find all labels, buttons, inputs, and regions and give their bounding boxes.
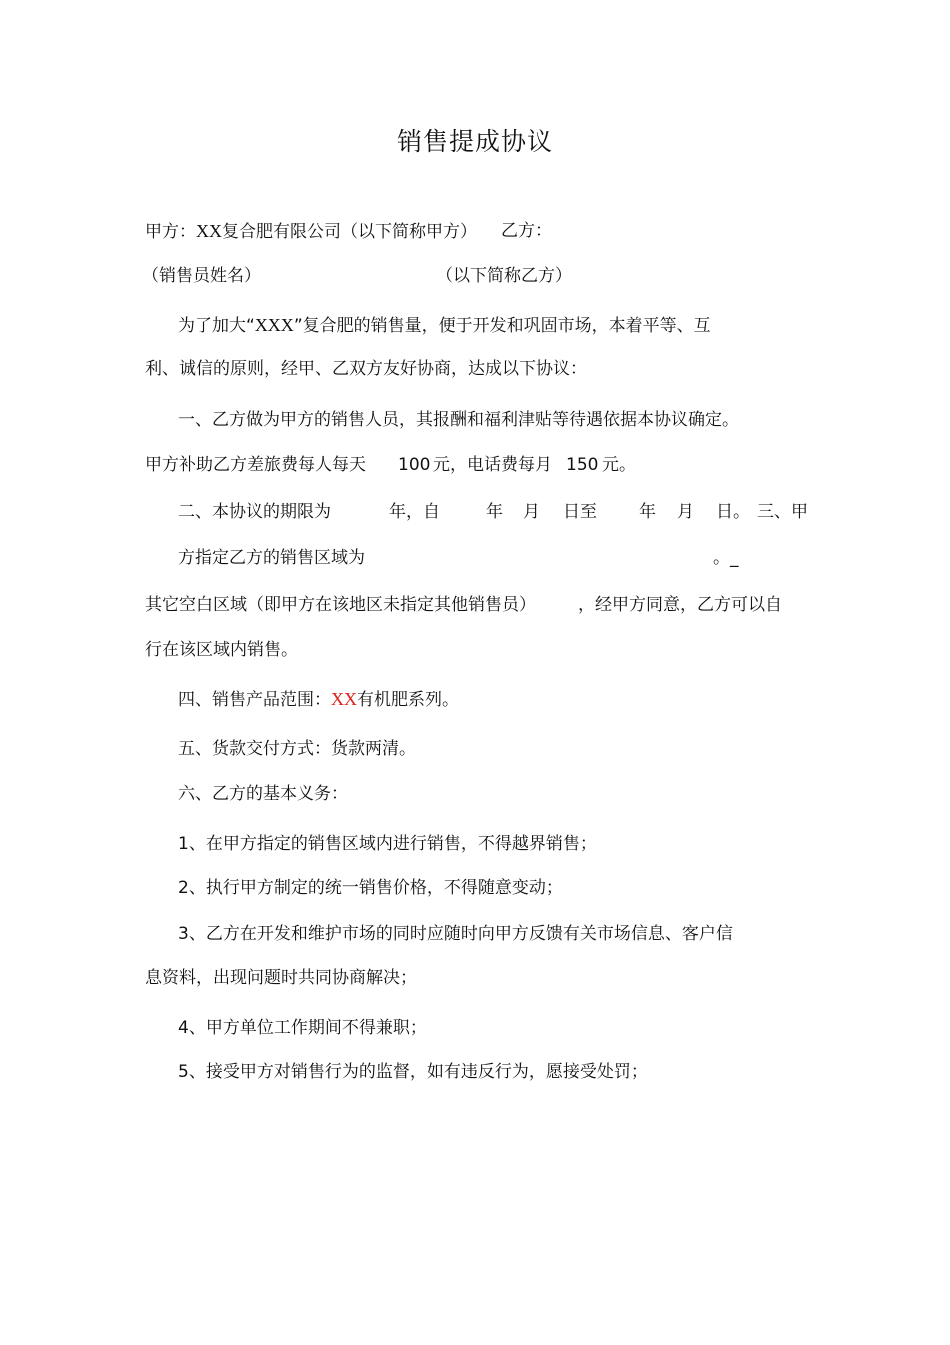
duty-1: 1、在甲方指定的销售区域内进行销售，不得越界销售； xyxy=(178,834,597,854)
clause-2-start-day: 日至 xyxy=(563,502,597,522)
intro-line-2: 利、诚信的原则，经甲、乙双方友好协商，达成以下协议： xyxy=(145,359,587,379)
clause-1-line-1: 一、乙方做为甲方的销售人员，其报酬和福利津贴等待遇依据本协议确定。 xyxy=(178,410,739,430)
clause-3-line-4: 行在该区域内销售。 xyxy=(145,640,298,660)
clause-4 xyxy=(178,687,459,712)
clause-2-end-day: 日。 xyxy=(716,502,750,522)
duty-5: 5、接受甲方对销售行为的监督，如有违反行为，愿接受处罚； xyxy=(178,1062,648,1082)
document-title: 销售提成协议 xyxy=(396,127,553,156)
clause-3-line-3a: 其它空白区域（即甲方在该地区未指定其他销售员） xyxy=(145,595,536,615)
phone-allowance-value: 150 xyxy=(566,455,599,475)
duty-4: 4、甲方单位工作期间不得兼职； xyxy=(178,1018,427,1038)
party-a-company-code: XX xyxy=(196,221,222,241)
clause-2-prefix: 二、本协议的期限为 xyxy=(178,502,331,522)
clause-1-line-2a: 甲方补助乙方差旅费每人每天 xyxy=(145,455,366,475)
party-a-line xyxy=(145,219,477,244)
intro-text-a: 为了加大“ xyxy=(178,316,255,336)
clause-1-line-2b: 元，电话费每月 xyxy=(433,455,552,475)
clause-4-label: 四、销售产品范围： xyxy=(178,690,331,710)
party-b-label: 乙方： xyxy=(501,221,552,241)
clause-1-line-2c: 元。 xyxy=(602,455,636,475)
duty-3-line-1: 3、乙方在开发和维护市场的同时应随时向甲方反馈有关市场信息、客户信 xyxy=(178,924,733,944)
party-a-company: 复合肥有限公司（以下简称甲方） xyxy=(222,222,477,242)
travel-allowance-value: 100 xyxy=(398,455,431,475)
intro-brand: XXX xyxy=(254,315,294,335)
clause-2-end-month: 月 xyxy=(677,502,694,522)
clause-3-line-2-end: 。_ xyxy=(713,548,739,568)
intro-text-b: ”复合肥的销售量，便于开发和巩固市场，本着平等、互 xyxy=(293,316,711,336)
party-a-prefix: 甲方： xyxy=(145,222,196,242)
clause-2-start-year: 年 xyxy=(486,502,503,522)
clause-3-prefix: 三、甲 xyxy=(757,502,808,522)
party-b-alias: （以下简称乙方） xyxy=(436,266,572,286)
clause-4-brand: XX xyxy=(331,689,357,709)
clause-4-text: 有机肥系列。 xyxy=(357,690,459,710)
party-b-name-placeholder: （销售员姓名） xyxy=(142,266,261,286)
clause-2-start-month: 月 xyxy=(523,502,540,522)
clause-2-year: 年，自 xyxy=(389,502,440,522)
clause-6: 六、乙方的基本义务： xyxy=(178,784,348,804)
clause-2-end-year: 年 xyxy=(639,502,656,522)
duty-2: 2、执行甲方制定的统一销售价格，不得随意变动； xyxy=(178,878,563,898)
clause-3-line-3b: ，经甲方同意，乙方可以自 xyxy=(578,595,782,615)
duty-3-line-2: 息资料，出现问题时共同协商解决； xyxy=(145,968,417,988)
intro-line-1 xyxy=(178,313,711,338)
clause-5: 五、货款交付方式：货款两清。 xyxy=(178,739,416,759)
clause-3-line-2: 方指定乙方的销售区域为 xyxy=(178,548,365,568)
